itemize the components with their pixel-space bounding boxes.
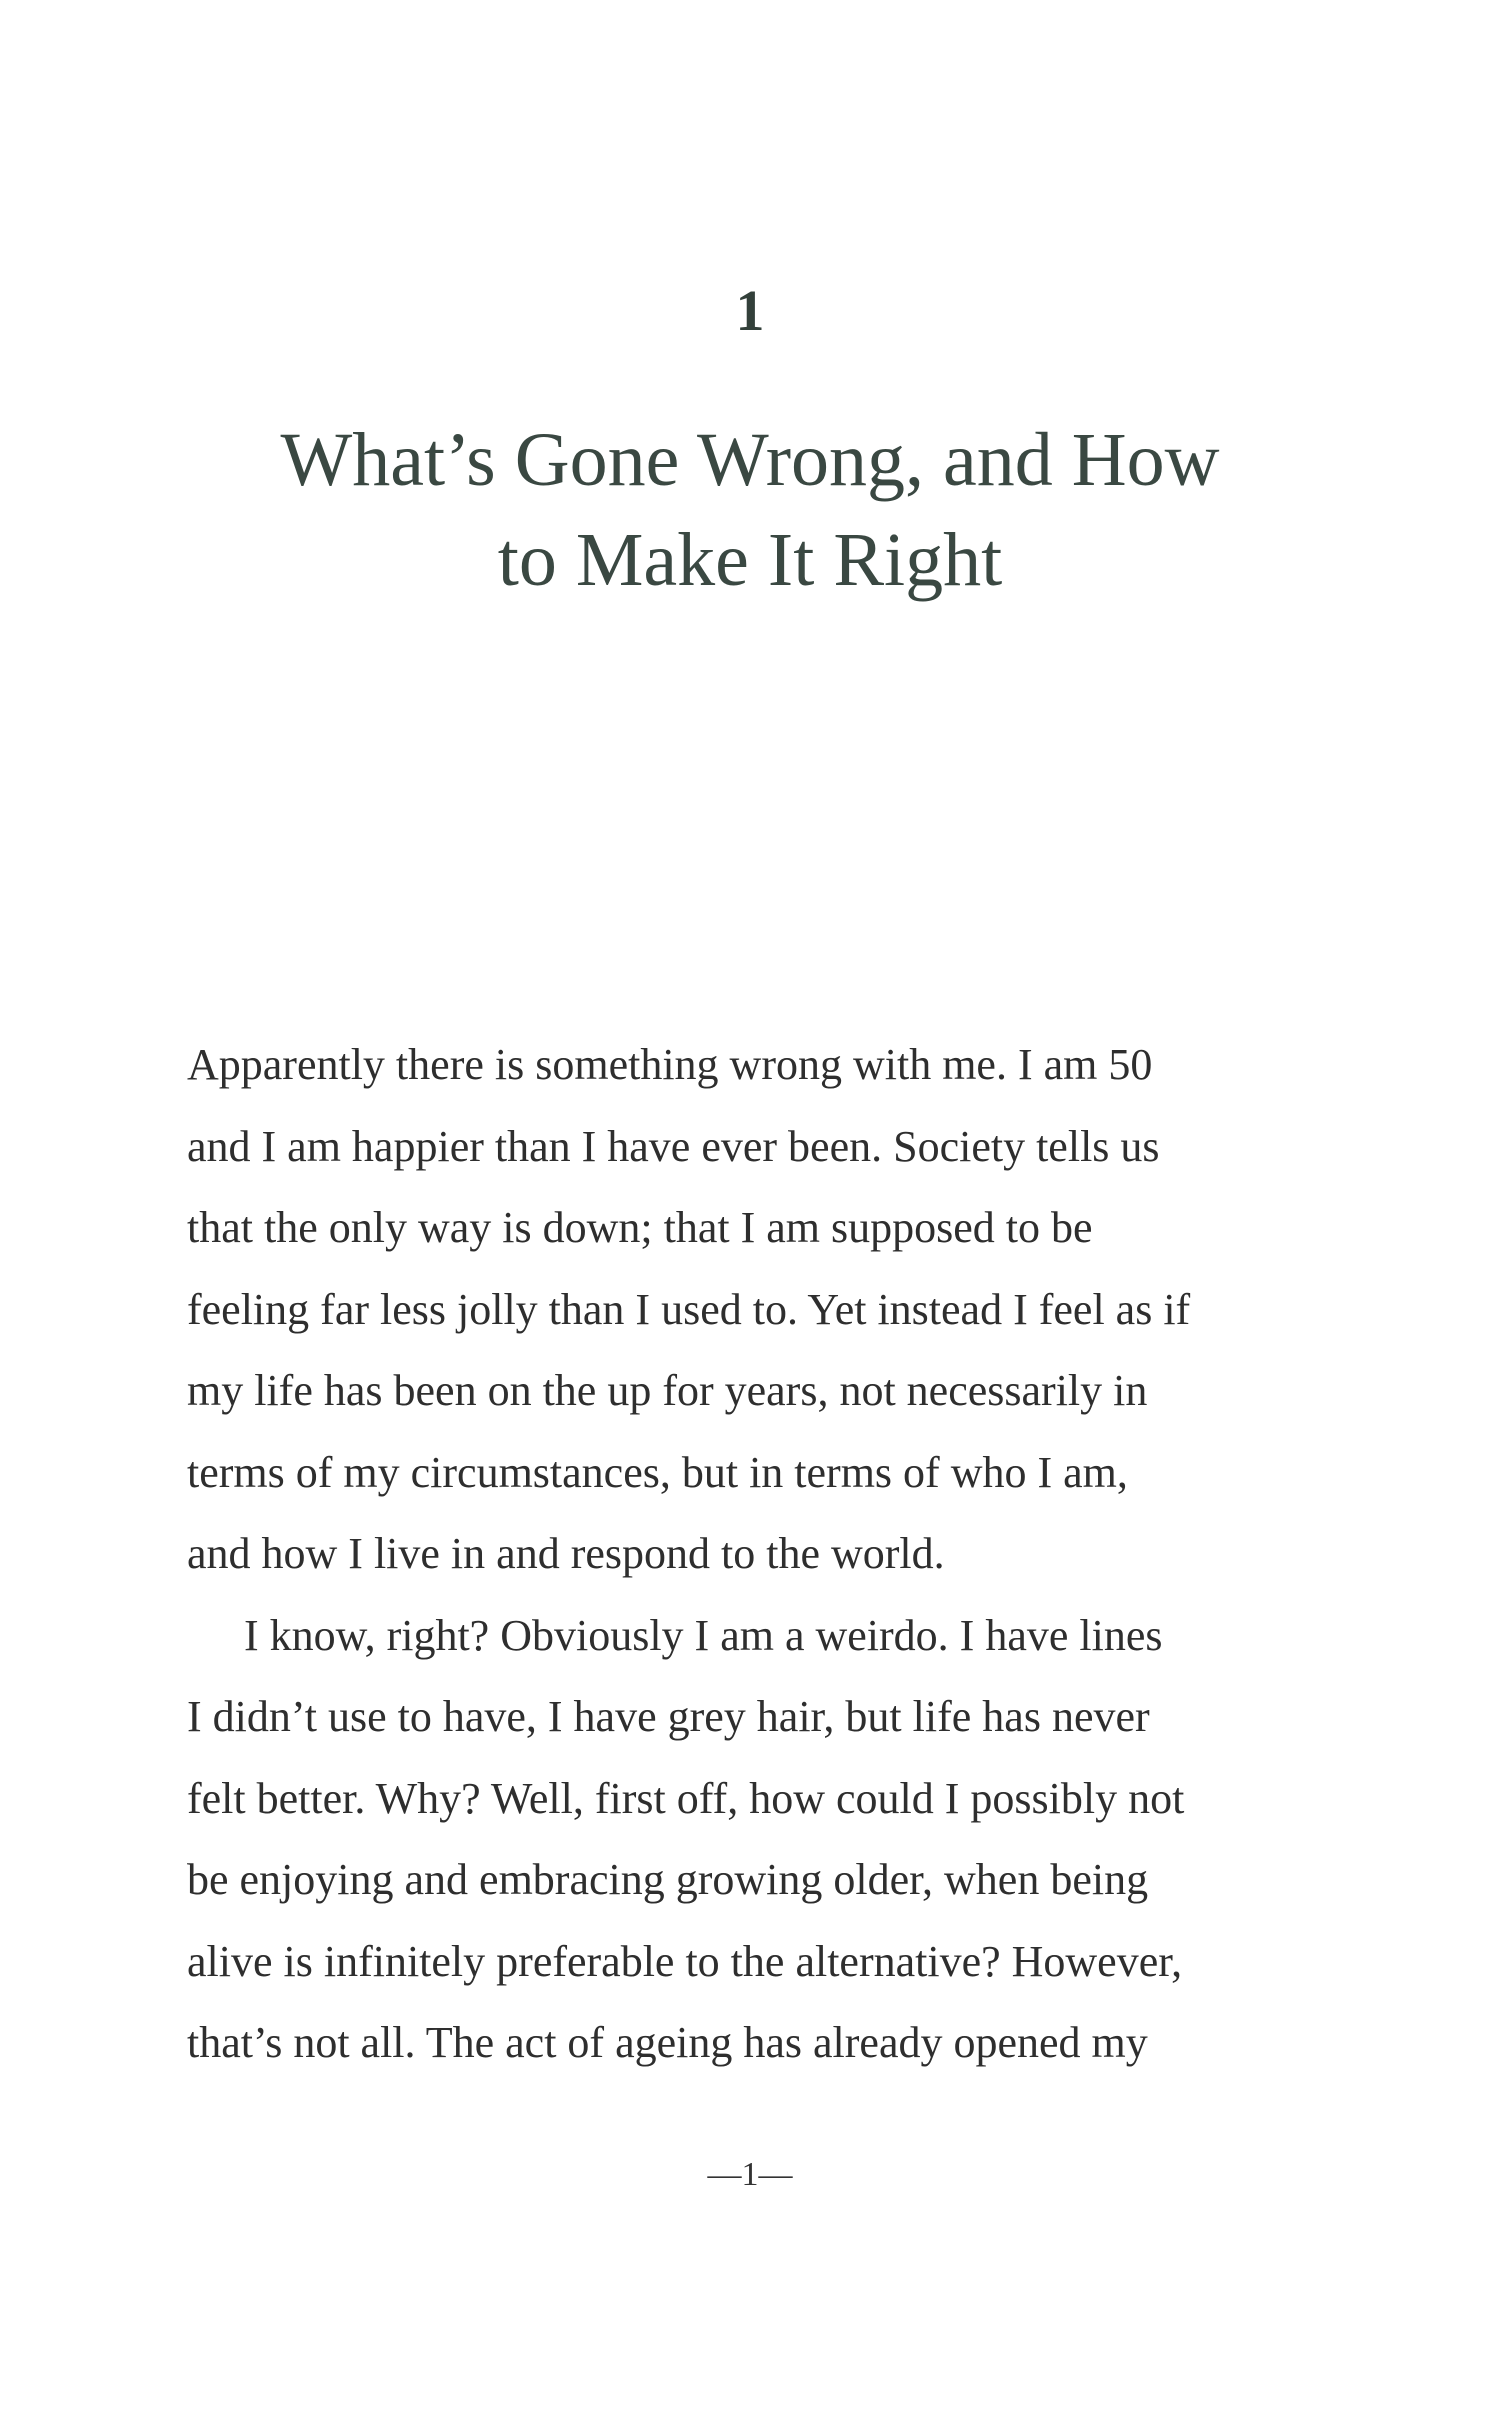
chapter-number: 1 <box>735 278 765 343</box>
paragraph-2 <box>187 1595 1287 2084</box>
text-line: and I am happier than I have ever been. Society tells us <box>187 1121 1160 1171</box>
chapter-title-line: What’s Gone Wrong, and How <box>280 418 1220 502</box>
paragraph-1 <box>187 1024 1287 1595</box>
text-line: felt better. Why? Well, first off, how could I possibly not <box>187 1773 1185 1823</box>
text-line: that’s not all. The act of ageing has already opened my <box>187 2018 1148 2067</box>
text-line: I know, right? Obviously I am a weirdo. I have lines <box>244 1610 1163 1660</box>
text-line: Apparently there is something wrong with me. I am 50 <box>187 1040 1153 1089</box>
text-line: terms of my circumstances, but in terms of who I am, <box>187 1447 1128 1497</box>
text-line: my life has been on the up for years, not necessarily in <box>187 1366 1148 1415</box>
chapter-title <box>150 410 1350 610</box>
chapter-title-line: to Make It Right <box>497 518 1003 602</box>
text-line: and how I live in and respond to the world. <box>187 1529 945 1578</box>
body-text <box>187 1024 1287 2084</box>
text-line: feeling far less jolly than I used to. Yet instead I feel as if <box>187 1284 1191 1334</box>
text-line: alive is infinitely preferable to the alternative? However, <box>187 1936 1183 1986</box>
text-line: that the only way is down; that I am supposed to be <box>187 1203 1093 1252</box>
page-number: —1— <box>707 2156 793 2193</box>
text-line: I didn’t use to have, I have grey hair, but life has never <box>187 1692 1150 1741</box>
text-line: be enjoying and embracing growing older, when being <box>187 1855 1149 1904</box>
